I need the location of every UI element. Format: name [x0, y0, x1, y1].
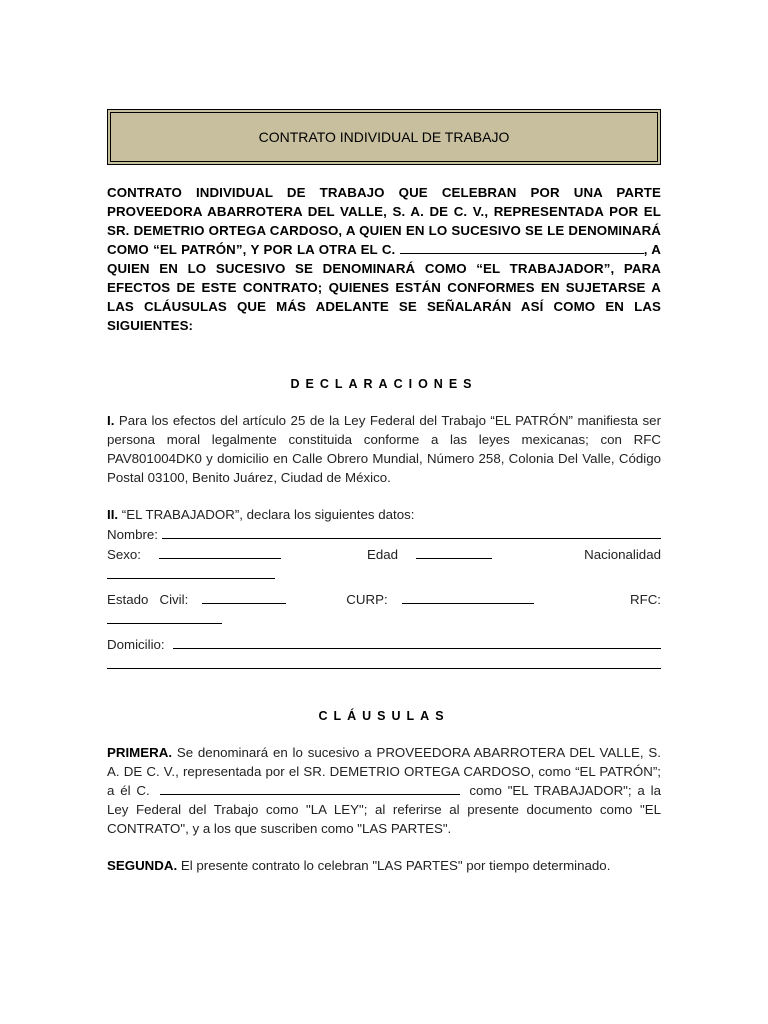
declaraciones-heading: DECLARACIONES — [290, 377, 478, 391]
primera-worker-blank[interactable] — [160, 782, 460, 795]
segunda-label: SEGUNDA. — [107, 858, 178, 873]
clausulas-heading: CLÁUSULAS — [318, 709, 450, 723]
estado-civil-label: Estado Civil: — [107, 592, 189, 607]
declaracion-i-text: Para los efectos del artículo 25 de la Ley Federal del Trabajo “EL PATRÓN” manifiesta ser persona moral legalmente constituida conforme a las leyes mexicanas; con RFC PAV801004DK0 y domicilio en Calle Obrero Mundial, Número 258, Colonia Del Valle, Código Postal 03100, Benito Juárez, Ciudad de México. — [107, 413, 661, 485]
primera-text-a: Se denominará en lo sucesivo a PROVEEDORA ABARROTERA DEL VALLE, S. A. DE C. V., representada por el SR. DEMETRIO ORTEGA CARDOSO, como “EL PATRÓN”; a él C. — [107, 745, 661, 798]
intro-text-end: , A QUIEN EN LO SUCESIVO SE DENOMINARÁ COMO “EL TRABAJADOR”, PARA EFECTOS DE ESTE CONTRATO; QUIENES ESTÁN CONFORMES EN SUJETARSE A LAS CLÁUSULAS QUE MÁS ADELANTE SE SEÑALARÁN ASÍ COMO EN LAS SIGUIENTES: — [107, 242, 662, 333]
primera-text-b: como "EL TRABAJADOR"; a la Ley Federal del Trabajo como "LA LEY"; al referirse al presente documento como "EL CONTRATO", y a los que suscriben como "LAS PARTES". — [107, 783, 661, 836]
contract-page — [107, 109, 661, 875]
field-row-rfc-cont — [107, 609, 661, 624]
domicilio-blank[interactable] — [173, 634, 661, 649]
field-row-estado-civil — [107, 589, 661, 609]
field-row-domicilio-cont — [107, 654, 661, 669]
intro-paragraph — [107, 183, 661, 335]
edad-blank[interactable] — [416, 544, 492, 559]
nombre-blank[interactable] — [162, 524, 661, 539]
nombre-label: Nombre: — [107, 527, 158, 542]
clausula-primera — [107, 743, 661, 838]
document-title: CONTRATO INDIVIDUAL DE TRABAJO — [258, 129, 510, 145]
primera-label: PRIMERA. — [107, 745, 173, 760]
intro-text-start: CONTRATO INDIVIDUAL DE TRABAJO QUE CELEBRAN POR UNA PARTE PROVEEDORA ABARROTERA DEL VALLE, S. A. DE C. V., REPRESENTADA POR EL SR. DEMETRIO ORTEGA CARDOSO, A QUIEN EN LO SUCESIVO SE LE DENOMINARÁ COMO “EL PATRÓN”, Y POR LA OTRA EL C. — [107, 185, 661, 257]
field-row-sexo — [107, 544, 661, 564]
declaracion-ii — [107, 505, 661, 524]
domicilio-blank-2[interactable] — [107, 654, 661, 669]
declaracion-ii-text: “EL TRABAJADOR”, declara los siguientes datos: — [121, 507, 415, 522]
field-row-nombre — [107, 524, 661, 544]
curp-label: CURP: — [346, 592, 388, 607]
segunda-text: El presente contrato lo celebran "LAS PARTES" por tiempo determinado. — [180, 858, 611, 873]
rfc-blank[interactable] — [107, 609, 222, 624]
rfc-label: RFC: — [629, 592, 661, 607]
edad-label: Edad — [367, 547, 399, 562]
worker-name-blank — [400, 241, 644, 254]
curp-blank[interactable] — [402, 589, 534, 604]
declaracion-i-label: I. — [107, 413, 115, 428]
field-row-domicilio — [107, 634, 661, 654]
nacionalidad-label: Nacionalidad — [584, 547, 661, 562]
declaracion-ii-label: II. — [107, 507, 119, 522]
sexo-blank[interactable] — [159, 544, 281, 559]
nacionalidad-blank[interactable] — [107, 564, 275, 579]
sexo-label: Sexo: — [107, 547, 142, 562]
domicilio-label: Domicilio: — [107, 637, 165, 652]
declaracion-i — [107, 411, 661, 487]
title-box — [107, 109, 661, 165]
field-row-nacionalidad-cont — [107, 564, 661, 579]
estado-civil-blank[interactable] — [202, 589, 286, 604]
clausula-segunda — [107, 856, 661, 875]
